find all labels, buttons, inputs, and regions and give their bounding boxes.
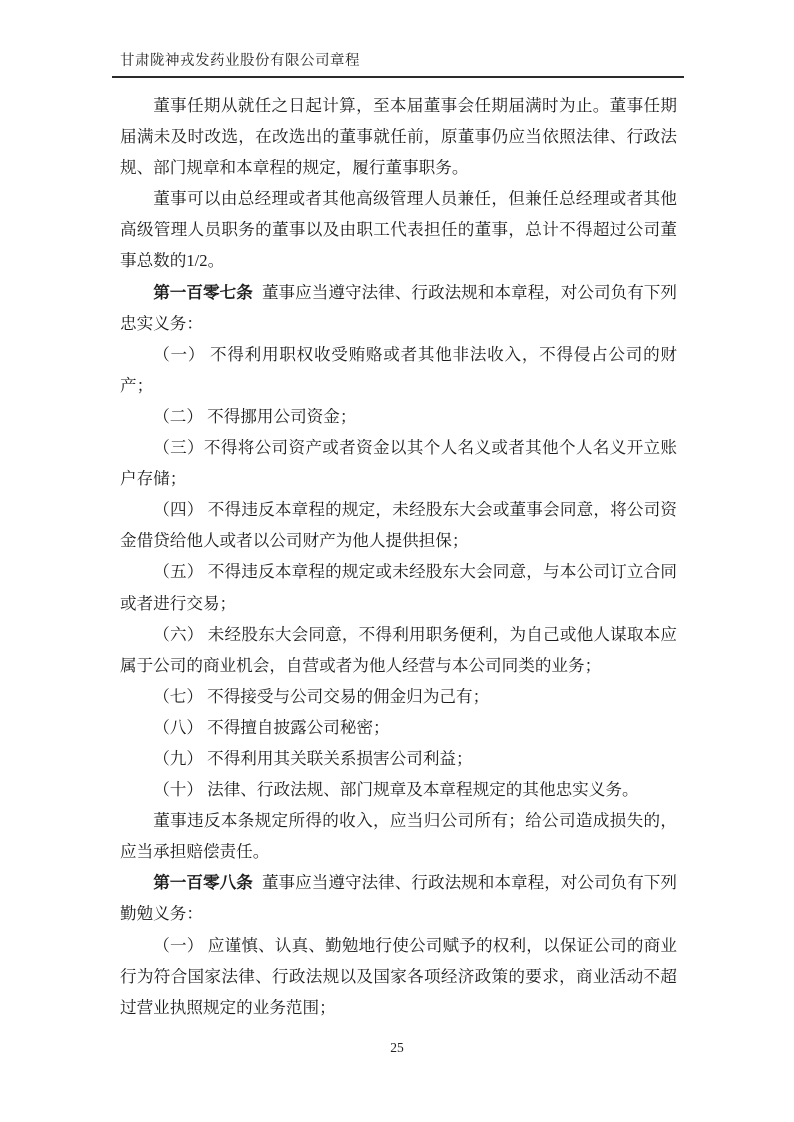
- paragraph-article-107: [120, 277, 677, 339]
- paragraph-text: 董事任期从就任之日起计算，至本届董事会任期届满时为止。董事任期届满未及时改选，在改选出的董事就任前，原董事仍应当依照法律、行政法规、部门规章和本章程的规定，履行董事职务。: [120, 96, 677, 178]
- article-number: 第一百零七条: [153, 282, 253, 302]
- paragraph-text: （一） 不得利用职权收受贿赂或者其他非法收入，不得侵占公司的财产；: [120, 344, 677, 395]
- header-title: 甘肃陇神戎发药业股份有限公司章程: [120, 53, 360, 69]
- paragraph-text: （三）不得将公司资产或者资金以其个人名义或者其他个人名义开立账户存储；: [120, 438, 677, 489]
- paragraph-text: 董事应当遵守法律、行政法规和本章程，对公司负有下列勤勉义务：: [120, 873, 678, 924]
- list-item-9: [120, 743, 677, 774]
- paragraph-text: （四） 不得违反本章程的规定，未经股东大会或董事会同意，将公司资金借贷给他人或者以公司财产为他人提供担保；: [120, 500, 677, 551]
- paragraph-text: （九） 不得利用其关联关系损害公司利益；: [153, 748, 473, 768]
- paragraph-text: （五） 不得违反本章程的规定或未经股东大会同意，与本公司订立合同或者进行交易；: [120, 562, 677, 613]
- paragraph-director-concurrent: [120, 183, 677, 276]
- page-footer: [0, 1040, 794, 1056]
- paragraph-text: （七） 不得接受与公司交易的佣金归为己有；: [153, 686, 490, 706]
- paragraph-text: （六） 未经股东大会同意，不得利用职务便利，为自己或他人谋取本应属于公司的商业机会，自营或者为他人经营与本公司同类的业务；: [120, 624, 677, 675]
- paragraph-liability: [120, 805, 677, 867]
- list-item-7: [120, 681, 677, 712]
- list-item-6: [120, 619, 677, 681]
- paragraph-text: 董事可以由总经理或者其他高级管理人员兼任，但兼任总经理或者其他高级管理人员职务的董事以及由职工代表担任的董事，总计不得超过公司董事总数的1/2。: [120, 189, 677, 271]
- document-body: [120, 90, 677, 1023]
- paragraph-director-term: [120, 90, 677, 183]
- list-item-3: [120, 432, 677, 494]
- paragraph-article-108: [120, 867, 677, 929]
- list-item-5: [120, 556, 677, 618]
- list-item-2: [120, 401, 677, 432]
- paragraph-text: 董事违反本条规定所得的收入，应当归公司所有；给公司造成损失的，应当承担赔偿责任。: [120, 811, 677, 862]
- paragraph-text: （二） 不得挪用公司资金；: [153, 406, 357, 426]
- article-number: 第一百零八条: [153, 873, 253, 893]
- list-item-8: [120, 712, 677, 743]
- list-item-108-1: [120, 930, 677, 1023]
- paragraph-text: （一） 应谨慎、认真、勤勉地行使公司赋予的权利，以保证公司的商业行为符合国家法律、行政法规以及国家各项经济政策的要求，商业活动不超过营业执照规定的业务范围；: [120, 935, 677, 1017]
- list-item-1: [120, 339, 677, 401]
- list-item-4: [120, 494, 677, 556]
- page-header: [112, 52, 684, 78]
- paragraph-text: 董事应当遵守法律、行政法规和本章程，对公司负有下列忠实义务：: [120, 282, 678, 333]
- paragraph-text: （十） 法律、行政法规、部门规章及本章程规定的其他忠实义务。: [153, 780, 639, 800]
- paragraph-text: （八） 不得擅自披露公司秘密；: [153, 717, 390, 737]
- list-item-10: [120, 774, 677, 805]
- page-number: 25: [390, 1040, 404, 1055]
